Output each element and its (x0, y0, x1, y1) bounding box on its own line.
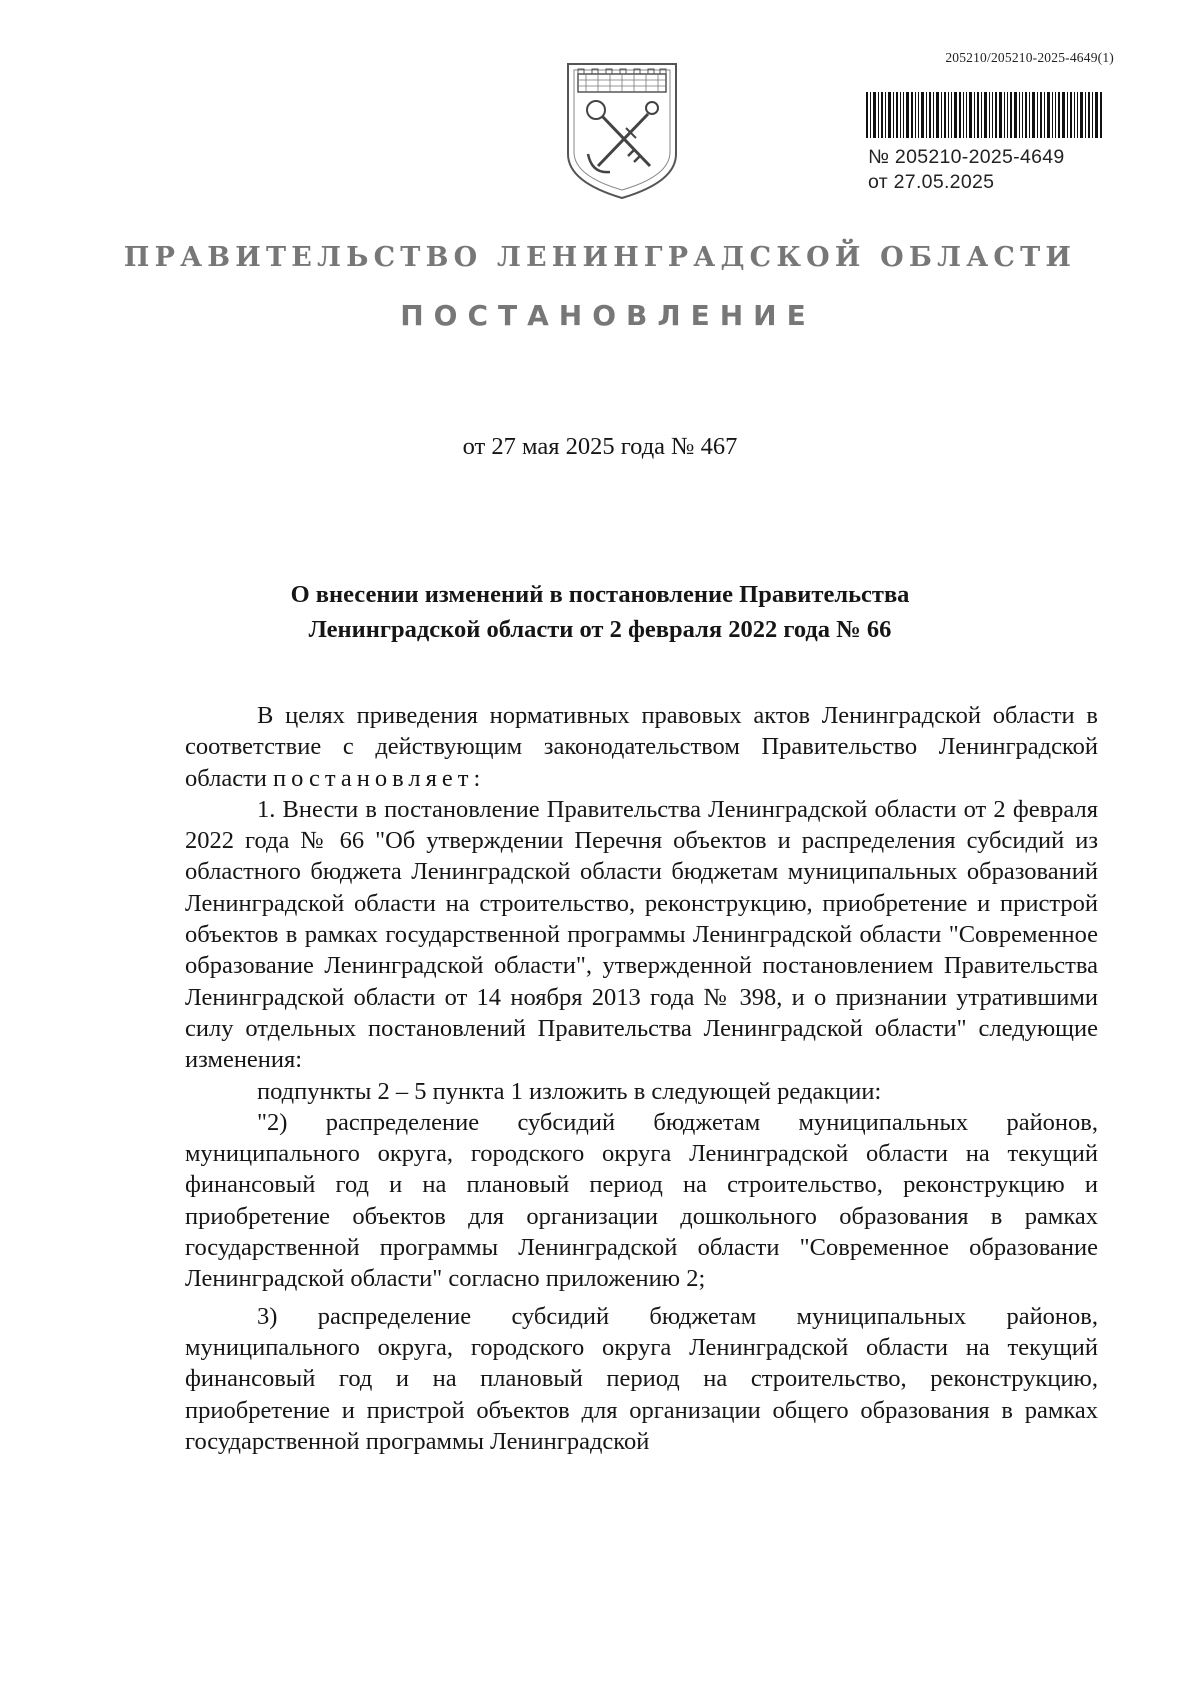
barcode-image (866, 92, 1102, 138)
document-subject (0, 577, 1200, 647)
registration-number: № 205210-2025-4649 (868, 146, 1065, 168)
subject-line-2: Ленинградской области от 2 февраля 2022 года № 66 (308, 616, 892, 643)
subitems-intro-paragraph: подпункты 2 – 5 пункта 1 изложить в следующей редакции: (257, 1077, 882, 1105)
document-date-number: от 27 мая 2025 года № 467 (462, 433, 738, 460)
subject-line-1: О внесении изменений в постановление Правительства (290, 581, 910, 608)
document-type-title: ПОСТАНОВЛЕНИЕ (400, 299, 816, 332)
subitem-2-paragraph: "2) распределение субсидий бюджетам муниципальных районов, муниципального округа, городского округа Ленинградской области на текущий финансовый год и на плановый период на строительство, реконструкцию и приобретение объектов для организации дошкольного образования в рамках государственной программы Ленинградской области "Современное образование Ленинградской области" согласно приложению 2; (185, 1108, 1098, 1293)
intro-paragraph (185, 700, 1098, 794)
registration-date: от 27.05.2025 (868, 171, 995, 193)
document-body (185, 700, 1098, 1457)
item-1-paragraph: 1. Внести в постановление Правительства Ленинградской области от 2 февраля 2022 года № 66 "Об утверждении Перечня объектов и распределения субсидий из областного бюджета Ленинградской области бюджетам муниципальных образований Ленинградской области на строительство, реконструкцию, приобретение и пристрой объектов в рамках государственной программы Ленинградской области "Современное образование Ленинградской области", утвержденной постановлением Правительства Ленинградской области от 14 ноября 2013 года № 398, и о признании утратившими силу отдельных постановлений Правительства Ленинградской области" следующие изменения: (185, 795, 1098, 1074)
subitem-3-paragraph: 3) распределение субсидий бюджетам муниципальных районов, муниципального округа, городского округа Ленинградской области на текущий финансовый год и на плановый период на строительство, реконструкцию, приобретение и пристрой объектов для организации общего образования в рамках государственной программы Ленинградской (185, 1302, 1098, 1455)
document-reference: 205210/205210-2025-4649(1) (945, 50, 1114, 65)
intro-text: В целях приведения нормативных правовых актов Ленинградской области в соответствие с действующим законодательством Правительство Ленинградской области (185, 702, 1098, 792)
coat-of-arms-emblem (564, 58, 680, 202)
government-title: ПРАВИТЕЛЬСТВО ЛЕНИНГРАДСКОЙ ОБЛАСТИ (123, 242, 1077, 273)
intro-verb: постановляет: (273, 764, 486, 792)
registration-stamp (868, 145, 1065, 195)
